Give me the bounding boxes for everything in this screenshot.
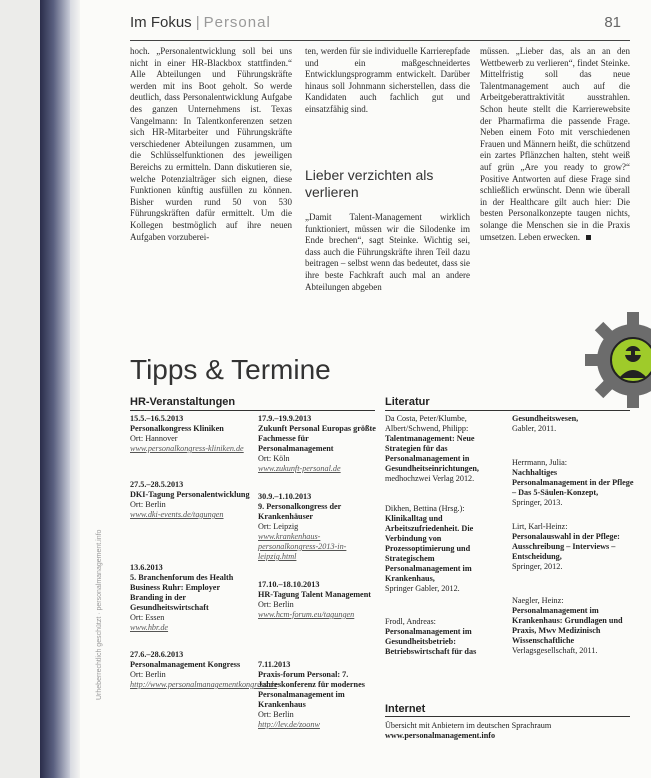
event-title: HR-Tagung Talent Management <box>258 590 371 599</box>
literature-publisher: Verlagsgesellschaft, 2011. <box>512 646 598 655</box>
internet-rule <box>385 716 630 717</box>
literature-title: Nachhaltiges Personalmanagement in der Pflege – Das 5-Säulen-Konzept, <box>512 468 634 497</box>
event-link[interactable]: http://www.personalmanagementkongress.de <box>130 680 277 689</box>
event-date: 17.10.–18.10.2013 <box>258 580 320 589</box>
literature-title: Talentmanagement: Neue Strategien für das Personalmanagement in Gesundheitseinrichtungen, <box>385 434 479 473</box>
header-rule <box>130 40 630 41</box>
tipps-title: Tipps & Termine <box>130 354 331 385</box>
event-date: 17.9.–19.9.2013 <box>258 414 312 423</box>
literature-authors: Da Costa, Peter/Klumbe, Albert/Schwend, Philipp: <box>385 414 469 433</box>
page-number: 81 <box>604 14 621 31</box>
internet-text: Übersicht mit Anbietern im deutschen Sprachraum <box>385 721 552 730</box>
event-date: 27.5.–28.5.2013 <box>130 480 184 489</box>
literature-title: Klinikalltag und Arbeitszufriedenheit. Die Verbindung von Prozessoptimierung und Strategischem Personalmanagement im Krankenhaus, <box>385 514 474 583</box>
literature-publisher: medhochzwei Verlag 2012. <box>385 474 475 483</box>
event-date: 7.11.2013 <box>258 660 291 669</box>
hr-events-rule <box>130 410 375 411</box>
event-link[interactable]: www.hbr.de <box>130 623 169 632</box>
section-title: Im Fokus <box>130 14 192 31</box>
event-entry <box>258 660 380 730</box>
literature-title: Personalmanagement im Gesundheitsbetrieb: Betriebswirtschaft für das <box>385 627 477 656</box>
literature-authors: Dikhen, Bettina (Hrsg.): <box>385 504 465 513</box>
binding-shadow <box>70 0 80 778</box>
literature-heading: Literatur <box>385 396 430 408</box>
event-title: 5. Branchenforum des Health Business Ruhr: Employer Branding in der Gesundheitswirtschaft <box>130 573 234 612</box>
internet-link[interactable]: www.personalmanagement.info <box>385 731 496 740</box>
event-date: 27.6.–28.6.2013 <box>130 650 184 659</box>
event-entry <box>258 414 380 474</box>
event-title: Personalkongress Kliniken <box>130 424 224 433</box>
page-edge <box>0 0 40 778</box>
article-column-1 <box>130 46 292 243</box>
event-title: DKI-Tagung Personalentwicklung <box>130 490 250 499</box>
event-date: 13.6.2013 <box>130 563 163 572</box>
event-link[interactable]: www.dki-events.de/tagungen <box>130 510 224 519</box>
event-place: Ort: Hannover <box>130 434 178 443</box>
event-link[interactable]: http://lev.de/zoonw <box>258 720 320 729</box>
literature-entry <box>385 414 507 484</box>
literature-entry <box>385 617 507 657</box>
event-date: 15.5.–16.5.2013 <box>130 414 184 423</box>
article-subheading: Lieber verzichten als verlieren <box>305 167 434 200</box>
literature-publisher: Springer, 2013. <box>512 498 563 507</box>
gear-badge-icon <box>583 300 651 420</box>
event-place: Ort: Berlin <box>258 600 294 609</box>
literature-publisher: Gabler, 2011. <box>512 424 557 433</box>
article-text-3: müssen. „Lieber das, als an an den Wettbewerb zu verlieren“, findet Steinke. Mittelfristig soll das neue Talentmanagement auch auf die Arbeitgeberattraktivität ausstrahlen. Schon heute stellt die Karrierewebsite der Pharmafirma die passende Frage. Neben einem Foto mit verschiedenen Frauen und Männern heißt, die schützend ein zartes Pflänzchen halten, steht weiß auf grün „Are you ready to grow?“ Positive Antworten auf diese Frage sind schließlich erwünscht. Denn wie überall in der Healthcare gilt auch hier: Die besten Personalkonzepte taugen nichts, solange die Menschen sie in die Praxis umsetzen. Leben erwecken. <box>480 46 630 242</box>
event-title: Zukunft Personal Europas größte Fachmesse für Personalmanagement <box>258 424 376 453</box>
page-header <box>130 14 271 31</box>
literature-entry <box>512 458 634 508</box>
internet-entry <box>385 721 625 741</box>
event-entry <box>258 492 380 562</box>
event-entry <box>258 580 380 620</box>
event-link[interactable]: www.krankenhaus-personalkongress-2013-in-leipzig.html <box>258 532 347 561</box>
vertical-credit: Urheberrechtlich geschützt · personalmanagement.info <box>96 529 103 700</box>
literature-entry <box>512 522 634 572</box>
subsection-title: Personal <box>203 14 271 31</box>
end-mark <box>586 235 591 240</box>
event-place: Ort: Leipzig <box>258 522 299 531</box>
event-place: Ort: Berlin <box>130 670 166 679</box>
event-title: Personalmanagement Kongress <box>130 660 241 669</box>
article-text-2: ten, werden für sie individuelle Karrierepfade und ein maßgeschneidertes Entwicklungsprogramm entwickelt. Darüber hinaus soll Johnmann sicherstellen, dass die Kandidaten auch fachlich gut und einsatzfähig sind. <box>305 46 470 114</box>
event-link[interactable]: www.hcm-forum.eu/tagungen <box>258 610 355 619</box>
binding-spine <box>40 0 70 778</box>
literature-entry <box>385 504 507 594</box>
event-entry <box>130 563 252 633</box>
header-separator: | <box>195 14 200 31</box>
literature-authors: Herrmann, Julia: <box>512 458 568 467</box>
article-text-1: hoch. „Personalentwicklung soll bei uns nicht in einer HR-Blackbox stattfinden.“ Alle Abteilungen und Führungskräfte werden mit ins Boot geholt. So werde deutlich, dass Personalentwicklung Aufgabe des ganzen Unternehmens ist. Texas Vangelmann: In Talentkonferenzen setzen sich HR-Mitarbeiter und Führungskräfte verschiedener Abteilungen zusammen, um die Schlüsselfunktionen des jeweiligen Bereichs zu ermitteln. Dann diskutieren sie, welche Potenzialträger sich eignen, diese Funktionen künftig ausfüllen zu können. Bisher wurden rund 50 von 530 Führungskräften dafür ermittelt. Um die Kollegen bestmöglich auf ihre neuen Aufgaben vorzuberei- <box>130 46 292 242</box>
event-title: 9. Personalkongress der Krankenhäuser <box>258 502 342 521</box>
event-place: Ort: Berlin <box>258 710 294 719</box>
event-place: Ort: Essen <box>130 613 165 622</box>
literature-authors: Lirt, Karl-Heinz: <box>512 522 568 531</box>
event-title: Praxis-forum Personal: 7. Jahreskonferenz für modernes Personalmanagement im Krankenhaus <box>258 670 365 709</box>
event-link[interactable]: www.personalkongress-kliniken.de <box>130 444 244 453</box>
article-column-2b <box>305 212 470 293</box>
literature-authors: Naegler, Heinz: <box>512 596 564 605</box>
event-place: Ort: Berlin <box>130 500 166 509</box>
literature-authors: Frodl, Andreas: <box>385 617 436 626</box>
event-link[interactable]: www.zukunft-personal.de <box>258 464 341 473</box>
article-text-2b: „Damit Talent-Management wirklich funktioniert, müssen wir die Silodenke im Ende brechen“, sagt Steinke. Wichtig sei, dass auch die Führungskräfte ihren Teil dazu beitragen – selbst wenn das bedeutet, dass sie ihre beste Fachkraft auch mal an andere Abteilungen abgeben <box>305 212 470 292</box>
event-entry <box>130 480 252 520</box>
literature-title: Personalmanagement im Krankenhaus: Grundlagen und Praxis, Mwv Medizinisch Wissenschaftliche <box>512 606 623 645</box>
literature-entry <box>512 596 634 656</box>
article-column-2 <box>305 46 470 116</box>
literature-title: Gesundheitswesen, <box>512 414 579 423</box>
hr-events-heading: HR-Veranstaltungen <box>130 396 236 408</box>
article-column-3 <box>480 46 630 243</box>
event-entry <box>130 414 252 454</box>
literature-publisher: Springer Gabler, 2012. <box>385 584 460 593</box>
event-date: 30.9.–1.10.2013 <box>258 492 312 501</box>
literature-publisher: Springer, 2012. <box>512 562 563 571</box>
internet-heading: Internet <box>385 703 426 715</box>
literature-title: Personalauswahl in der Pflege: Ausschreibung – Interviews – Entscheidung, <box>512 532 620 561</box>
event-place: Ort: Köln <box>258 454 290 463</box>
